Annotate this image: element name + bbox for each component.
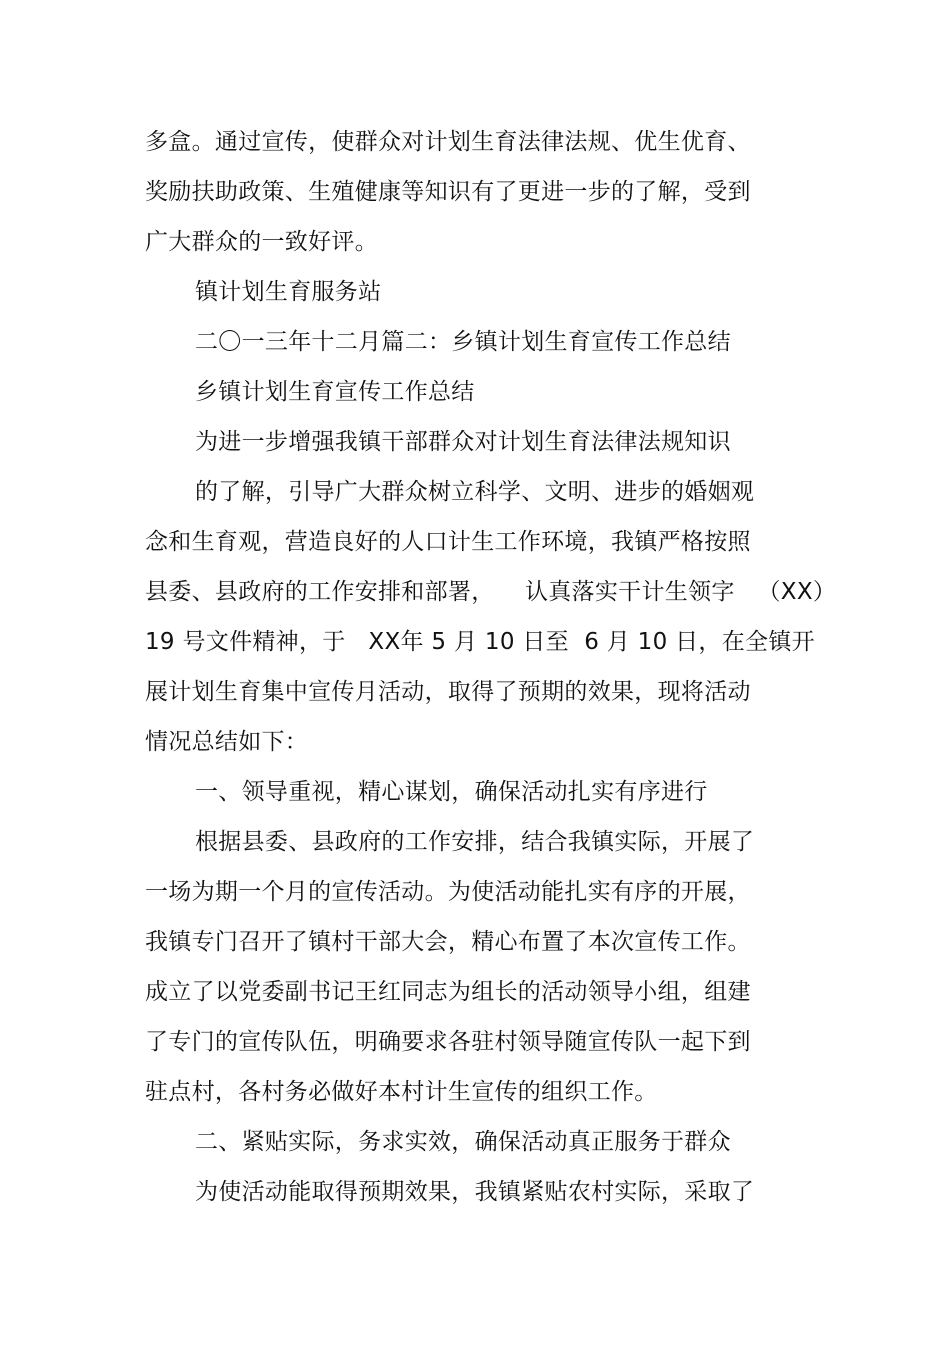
text-line: 为使活动能取得预期效果，我镇紧贴农村实际，采取了 xyxy=(195,1179,755,1205)
text-line: 19 号文件精神，于 XX年 5 月 10 日至 6 月 10 日，在全镇开 xyxy=(145,629,815,655)
text-line: 成立了以党委副书记王红同志为组长的活动领导小组，组建 xyxy=(145,979,751,1005)
text-line: 了专门的宣传队伍，明确要求各驻村领导随宣传队一起下到 xyxy=(145,1029,751,1055)
text-line: 为进一步增强我镇干部群众对计划生育法律法规知识 xyxy=(195,429,731,455)
signature-organization: 镇计划生育服务站 xyxy=(195,279,382,305)
text-line: 广大群众的一致好评。 xyxy=(145,229,378,255)
text-line: 县委、县政府的工作安排和部署， 认真落实干计生领字 （XX） xyxy=(145,579,837,605)
text-line: 情况总结如下： xyxy=(145,729,309,755)
text-line: 我镇专门召开了镇村干部大会，精心布置了本次宣传工作。 xyxy=(145,929,751,955)
text-line: 展计划生育集中宣传月活动，取得了预期的效果，现将活动 xyxy=(145,679,751,705)
text-line: 多盒。通过宣传，使群众对计划生育法律法规、优生优育、 xyxy=(145,129,751,155)
text-line: 根据县委、县政府的工作安排，结合我镇实际，开展了 xyxy=(195,829,755,855)
section-heading: 一、领导重视，精心谋划，确保活动扎实有序进行 xyxy=(195,779,708,805)
date-and-section-title: 二〇一三年十二月篇二：乡镇计划生育宣传工作总结 xyxy=(195,329,731,355)
text-line: 驻点村，各村务必做好本村计生宣传的组织工作。 xyxy=(145,1079,658,1105)
text-line: 的了解，引导广大群众树立科学、文明、进步的婚姻观 xyxy=(195,479,755,505)
section-heading: 二、紧贴实际，务求实效，确保活动真正服务于群众 xyxy=(195,1129,731,1155)
text-line: 念和生育观，营造良好的人口计生工作环境，我镇严格按照 xyxy=(145,529,751,555)
text-line: 奖励扶助政策、生殖健康等知识有了更进一步的了解，受到 xyxy=(145,179,751,205)
text-line: 一场为期一个月的宣传活动。为使活动能扎实有序的开展， xyxy=(145,879,751,905)
document-title: 乡镇计划生育宣传工作总结 xyxy=(195,379,475,405)
